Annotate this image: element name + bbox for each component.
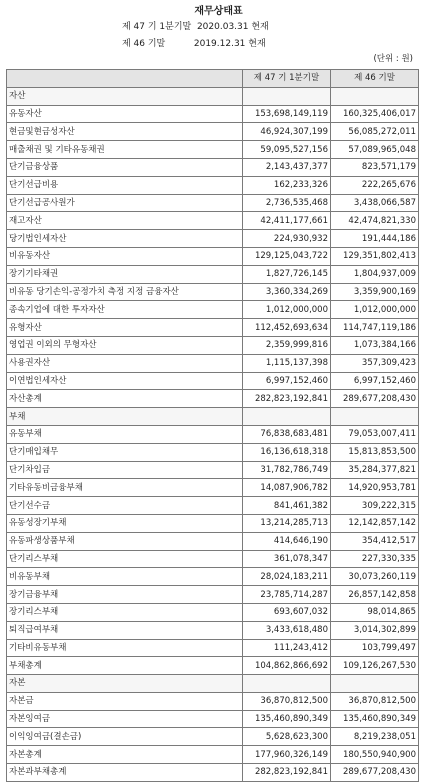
row-label: 유동부채 — [7, 425, 243, 443]
table-row — [7, 408, 419, 426]
current-period-value: 5,628,623,300 — [243, 728, 331, 746]
previous-period-value: 114,747,119,186 — [331, 319, 419, 337]
row-label: 유동자산 — [7, 105, 243, 123]
previous-period-value: 357,309,423 — [331, 354, 419, 372]
table-row — [7, 141, 419, 159]
header-label-cell — [7, 70, 243, 88]
row-label: 사용권자산 — [7, 354, 243, 372]
table-row — [7, 657, 419, 675]
row-label: 유동성장기부채 — [7, 514, 243, 532]
unit-label: (단위 : 원) — [373, 54, 413, 64]
current-period-value: 16,136,618,318 — [243, 443, 331, 461]
row-label: 장기금융부채 — [7, 586, 243, 604]
table-row — [7, 764, 419, 782]
current-period-value — [243, 408, 331, 426]
table-row — [7, 176, 419, 194]
row-label: 단기매입채무 — [7, 443, 243, 461]
row-label: 단기선수금 — [7, 497, 243, 515]
table-row — [7, 479, 419, 497]
previous-period-value: 57,089,965,048 — [331, 141, 419, 159]
table-row — [7, 247, 419, 265]
row-label: 장기기타채권 — [7, 265, 243, 283]
row-label: 단기리스부채 — [7, 550, 243, 568]
row-label: 퇴직급여부채 — [7, 621, 243, 639]
row-label: 단기차입금 — [7, 461, 243, 479]
row-label: 당기법인세자산 — [7, 230, 243, 248]
previous-period-value: 222,265,676 — [331, 176, 419, 194]
table-row — [7, 443, 419, 461]
previous-period-value: 98,014,865 — [331, 603, 419, 621]
current-period-value: 693,607,032 — [243, 603, 331, 621]
previous-period-value: 79,053,007,411 — [331, 425, 419, 443]
current-period-value: 23,785,714,287 — [243, 586, 331, 604]
table-row — [7, 301, 419, 319]
table-row — [7, 390, 419, 408]
previous-period-value: 289,677,208,430 — [331, 390, 419, 408]
previous-period-value: 8,219,238,051 — [331, 728, 419, 746]
previous-period-value: 42,474,821,330 — [331, 212, 419, 230]
table-row — [7, 230, 419, 248]
row-label: 자본총계 — [7, 746, 243, 764]
previous-period-value: 823,571,179 — [331, 158, 419, 176]
row-label: 단기선급비용 — [7, 176, 243, 194]
table-row — [7, 336, 419, 354]
table-row — [7, 354, 419, 372]
previous-period-value: 6,997,152,460 — [331, 372, 419, 390]
table-row — [7, 550, 419, 568]
previous-period-value: 289,677,208,430 — [331, 764, 419, 782]
row-label: 이연법인세자산 — [7, 372, 243, 390]
table-row — [7, 425, 419, 443]
table-row — [7, 532, 419, 550]
previous-period-value: 309,222,315 — [331, 497, 419, 515]
previous-period-value: 30,073,260,119 — [331, 568, 419, 586]
row-label: 매출채권 및 기타유동채권 — [7, 141, 243, 159]
previous-period-value: 1,073,384,166 — [331, 336, 419, 354]
row-label: 비유동부채 — [7, 568, 243, 586]
previous-period-value: 103,799,497 — [331, 639, 419, 657]
current-period-value: 76,838,683,481 — [243, 425, 331, 443]
row-label: 부채 — [7, 408, 243, 426]
table-row — [7, 105, 419, 123]
row-label: 종속기업에 대한 투자자산 — [7, 301, 243, 319]
row-label: 장기리스부채 — [7, 603, 243, 621]
table-row — [7, 568, 419, 586]
current-period-value — [243, 675, 331, 693]
row-label: 자본금 — [7, 692, 243, 710]
previous-period-value: 26,857,142,858 — [331, 586, 419, 604]
previous-period-value: 3,438,066,587 — [331, 194, 419, 212]
current-period-value — [243, 87, 331, 105]
previous-period-value: 3,014,302,899 — [331, 621, 419, 639]
current-period-value: 2,736,535,468 — [243, 194, 331, 212]
previous-period-value: 191,444,186 — [331, 230, 419, 248]
previous-period-value: 56,085,272,011 — [331, 123, 419, 141]
previous-period-value — [331, 408, 419, 426]
current-period-value: 2,359,999,816 — [243, 336, 331, 354]
current-period-value: 42,411,177,661 — [243, 212, 331, 230]
row-label: 자본 — [7, 675, 243, 693]
row-label: 자산 — [7, 87, 243, 105]
row-label: 현금및현금성자산 — [7, 123, 243, 141]
table-row — [7, 158, 419, 176]
table-row — [7, 461, 419, 479]
current-period-value: 1,115,137,398 — [243, 354, 331, 372]
table-row — [7, 621, 419, 639]
current-period-value: 36,870,812,500 — [243, 692, 331, 710]
table-row — [7, 639, 419, 657]
current-period-value: 104,862,866,692 — [243, 657, 331, 675]
previous-period-value: 160,325,406,017 — [331, 105, 419, 123]
table-row — [7, 497, 419, 515]
previous-period-value: 227,330,335 — [331, 550, 419, 568]
table-row — [7, 586, 419, 604]
current-period-value: 3,360,334,269 — [243, 283, 331, 301]
previous-period-value: 354,412,517 — [331, 532, 419, 550]
table-row — [7, 603, 419, 621]
table-body — [7, 87, 419, 781]
current-period-label: 제 47 기 1분기말 2020.03.31 현재 — [122, 22, 269, 32]
current-period-value: 6,997,152,460 — [243, 372, 331, 390]
current-period-value: 282,823,192,841 — [243, 390, 331, 408]
current-period-value: 46,924,307,199 — [243, 123, 331, 141]
row-label: 이익잉여금(결손금) — [7, 728, 243, 746]
row-label: 유동파생상품부채 — [7, 532, 243, 550]
previous-period-value: 12,142,857,142 — [331, 514, 419, 532]
previous-period-value: 1,012,000,000 — [331, 301, 419, 319]
table-row — [7, 692, 419, 710]
current-period-value: 224,930,932 — [243, 230, 331, 248]
row-label: 비유동자산 — [7, 247, 243, 265]
row-label: 영업권 이외의 무형자산 — [7, 336, 243, 354]
previous-period-value: 15,813,853,500 — [331, 443, 419, 461]
current-period-value: 111,243,412 — [243, 639, 331, 657]
header-previous-period: 제 46 기말 — [331, 70, 419, 88]
current-period-value: 1,827,726,145 — [243, 265, 331, 283]
current-period-value: 153,698,149,119 — [243, 105, 331, 123]
current-period-value: 112,452,693,634 — [243, 319, 331, 337]
table-row — [7, 514, 419, 532]
row-label: 자본잉여금 — [7, 710, 243, 728]
table-row — [7, 283, 419, 301]
previous-period-label: 제 46 기말 2019.12.31 현재 — [122, 39, 266, 49]
table-row — [7, 319, 419, 337]
previous-period-value: 180,550,940,900 — [331, 746, 419, 764]
previous-period-value: 135,460,890,349 — [331, 710, 419, 728]
table-row — [7, 746, 419, 764]
table-header-row — [7, 70, 419, 88]
previous-period-value: 1,804,937,009 — [331, 265, 419, 283]
current-period-value: 129,125,043,722 — [243, 247, 331, 265]
previous-period-value: 14,920,953,781 — [331, 479, 419, 497]
row-label: 비유동 당기손익-공정가치 측정 지정 금융자산 — [7, 283, 243, 301]
row-label: 기타유동비금융부채 — [7, 479, 243, 497]
row-label: 부채총계 — [7, 657, 243, 675]
current-period-value: 177,960,326,149 — [243, 746, 331, 764]
current-period-value: 28,024,183,211 — [243, 568, 331, 586]
previous-period-value — [331, 675, 419, 693]
previous-period-value: 109,126,267,530 — [331, 657, 419, 675]
current-period-value: 162,233,326 — [243, 176, 331, 194]
current-period-value: 361,078,347 — [243, 550, 331, 568]
previous-period-value: 35,284,377,821 — [331, 461, 419, 479]
current-period-value: 414,646,190 — [243, 532, 331, 550]
current-period-value: 13,214,285,713 — [243, 514, 331, 532]
previous-period-value: 3,359,900,169 — [331, 283, 419, 301]
table-row — [7, 265, 419, 283]
current-period-value: 282,823,192,841 — [243, 764, 331, 782]
table-row — [7, 212, 419, 230]
current-period-value: 3,433,618,480 — [243, 621, 331, 639]
header-current-period: 제 47 기 1분기말 — [243, 70, 331, 88]
row-label: 자본과부채총계 — [7, 764, 243, 782]
row-label: 자산총계 — [7, 390, 243, 408]
previous-period-value: 129,351,802,413 — [331, 247, 419, 265]
current-period-value: 135,460,890,349 — [243, 710, 331, 728]
table-row — [7, 710, 419, 728]
table-row — [7, 87, 419, 105]
row-label: 기타비유동부채 — [7, 639, 243, 657]
statement-title: 재무상태표 — [194, 6, 243, 17]
current-period-value: 59,095,527,156 — [243, 141, 331, 159]
table-row — [7, 675, 419, 693]
row-label: 단기선급공사원가 — [7, 194, 243, 212]
table-row — [7, 123, 419, 141]
current-period-value: 1,012,000,000 — [243, 301, 331, 319]
current-period-value: 31,782,786,749 — [243, 461, 331, 479]
current-period-value: 841,461,382 — [243, 497, 331, 515]
previous-period-value: 36,870,812,500 — [331, 692, 419, 710]
balance-sheet-table — [6, 69, 419, 782]
current-period-value: 14,087,906,782 — [243, 479, 331, 497]
row-label: 재고자산 — [7, 212, 243, 230]
table-row — [7, 194, 419, 212]
current-period-value: 2,143,437,377 — [243, 158, 331, 176]
row-label: 단기금융상품 — [7, 158, 243, 176]
table-row — [7, 372, 419, 390]
previous-period-value — [331, 87, 419, 105]
row-label: 유형자산 — [7, 319, 243, 337]
table-row — [7, 728, 419, 746]
